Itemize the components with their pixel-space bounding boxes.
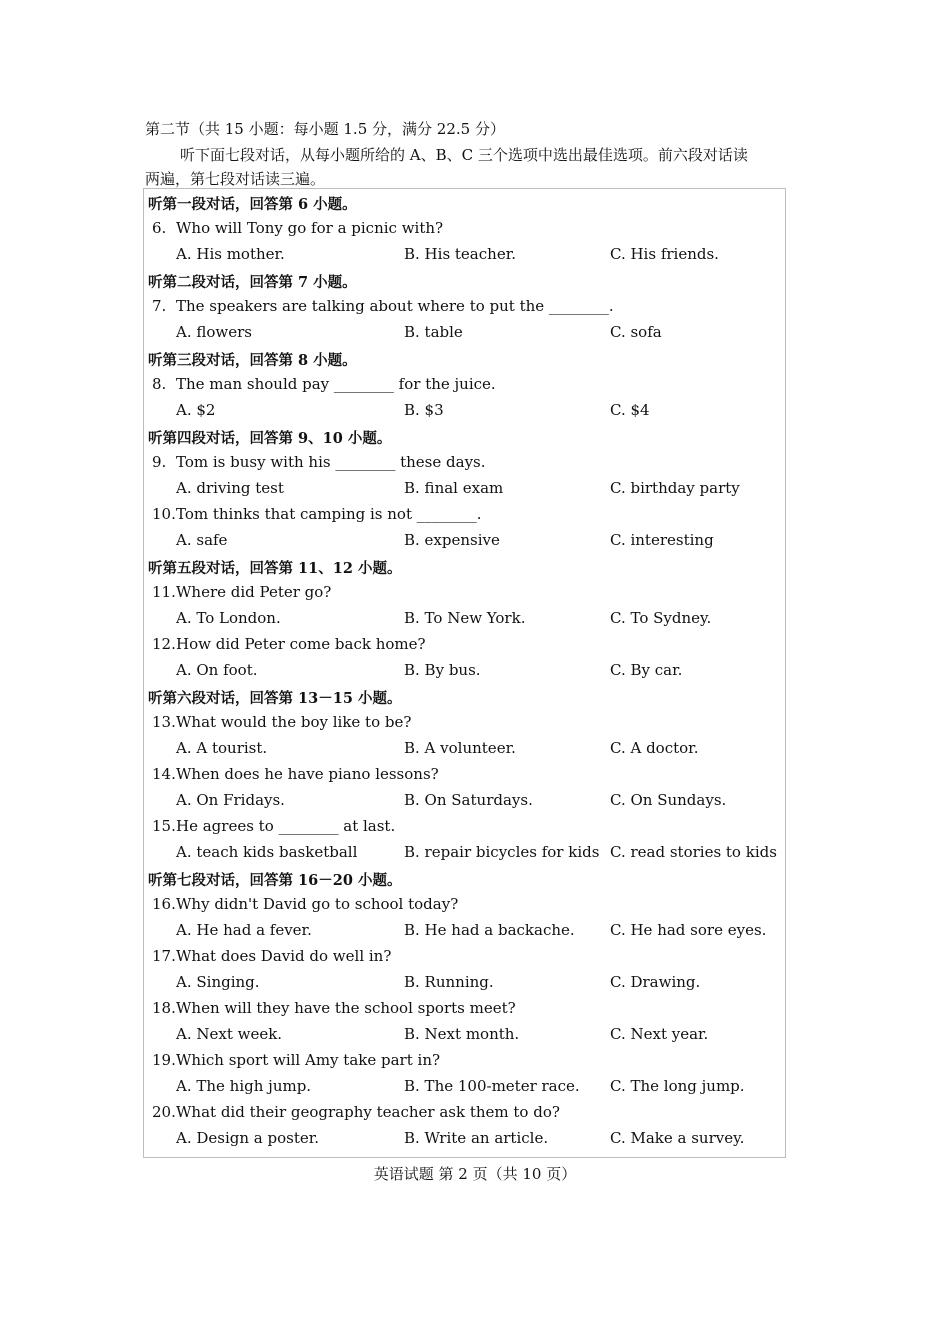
question-number: 15. — [152, 817, 176, 835]
option-c: C. His friends. — [610, 245, 719, 263]
question-text: The man should pay ________ for the juice. — [176, 375, 496, 393]
question-text: When does he have piano lessons? — [176, 765, 439, 783]
option-b: B. He had a backache. — [404, 921, 575, 939]
option-c: C. To Sydney. — [610, 609, 712, 627]
option-a: A. Next week. — [176, 1025, 283, 1043]
question-text: What did their geography teacher ask them to do? — [176, 1103, 560, 1121]
question-text: The speakers are talking about where to put the ________. — [176, 297, 614, 315]
option-a: A. teach kids basketball — [176, 843, 358, 861]
dialogue-heading: 听第二段对话，回答第 7 小题。 — [148, 274, 357, 291]
question-text: What does David do well in? — [176, 947, 392, 965]
option-b: B. Write an article. — [404, 1129, 549, 1147]
instructions-line-cont: 两遍，第七段对话读三遍。 — [145, 170, 326, 188]
option-b: B. expensive — [404, 531, 500, 549]
option-b: B. The 100-meter race. — [404, 1077, 580, 1095]
question-text: What would the boy like to be? — [176, 713, 412, 731]
question-number: 17. — [152, 947, 176, 965]
option-b: B. final exam — [404, 479, 504, 497]
option-c: C. sofa — [610, 323, 662, 341]
question-text: How did Peter come back home? — [176, 635, 426, 653]
question-number: 18. — [152, 999, 176, 1017]
question-number: 20. — [152, 1103, 176, 1121]
option-c: C. Next year. — [610, 1025, 709, 1043]
option-c: C. By car. — [610, 661, 683, 679]
question-number: 6. — [152, 219, 167, 237]
option-c: C. birthday party — [610, 479, 740, 497]
section-title: 第二节（共 15 小题：每小题 1.5 分，满分 22.5 分） — [145, 120, 505, 138]
option-a: A. flowers — [176, 323, 252, 341]
question-scan-area — [143, 188, 786, 1158]
option-a: A. He had a fever. — [176, 921, 312, 939]
option-c: C. interesting — [610, 531, 714, 549]
dialogue-heading: 听第七段对话，回答第 16－20 小题。 — [148, 872, 402, 889]
question-number: 8. — [152, 375, 167, 393]
question-number: 10. — [152, 505, 176, 523]
dialogue-heading: 听第五段对话，回答第 11、12 小题。 — [148, 560, 402, 577]
option-a: A. Singing. — [176, 973, 260, 991]
option-a: A. $2 — [176, 401, 216, 419]
option-c: C. read stories to kids — [610, 843, 777, 861]
question-text: He agrees to ________ at last. — [176, 817, 396, 835]
question-number: 19. — [152, 1051, 176, 1069]
option-b: B. table — [404, 323, 463, 341]
option-b: B. His teacher. — [404, 245, 516, 263]
question-text: Why didn't David go to school today? — [176, 895, 459, 913]
question-text: Tom thinks that camping is not ________. — [176, 505, 482, 523]
option-b: B. repair bicycles for kids — [404, 843, 600, 861]
option-c: C. He had sore eyes. — [610, 921, 767, 939]
option-c: C. $4 — [610, 401, 650, 419]
option-b: B. On Saturdays. — [404, 791, 533, 809]
option-a: A. To London. — [176, 609, 281, 627]
question-text: Which sport will Amy take part in? — [176, 1051, 441, 1069]
option-a: A. On foot. — [176, 661, 258, 679]
question-number: 7. — [152, 297, 167, 315]
dialogue-heading: 听第四段对话，回答第 9、10 小题。 — [148, 430, 392, 447]
question-number: 13. — [152, 713, 176, 731]
option-a: A. Design a poster. — [176, 1129, 320, 1147]
option-a: A. The high jump. — [176, 1077, 312, 1095]
option-b: B. Next month. — [404, 1025, 520, 1043]
question-number: 9. — [152, 453, 167, 471]
option-b: B. To New York. — [404, 609, 526, 627]
option-a: A. safe — [176, 531, 228, 549]
question-number: 16. — [152, 895, 176, 913]
instructions-line: 听下面七段对话，从每小题所给的 A、B、C 三个选项中选出最佳选项。前六段对话读 — [180, 146, 748, 164]
option-c: C. Drawing. — [610, 973, 701, 991]
question-number: 11. — [152, 583, 176, 601]
option-a: A. A tourist. — [176, 739, 268, 757]
option-b: B. By bus. — [404, 661, 481, 679]
question-text: Where did Peter go? — [176, 583, 332, 601]
question-text: Who will Tony go for a picnic with? — [176, 219, 444, 237]
option-c: C. On Sundays. — [610, 791, 727, 809]
option-b: B. $3 — [404, 401, 444, 419]
question-text: Tom is busy with his ________ these days. — [176, 453, 486, 471]
option-c: C. Make a survey. — [610, 1129, 745, 1147]
option-b: B. A volunteer. — [404, 739, 516, 757]
question-number: 14. — [152, 765, 176, 783]
page-footer: 英语试题 第 2 页（共 10 页） — [373, 1165, 577, 1183]
option-c: C. A doctor. — [610, 739, 699, 757]
option-a: A. On Fridays. — [176, 791, 285, 809]
option-a: A. His mother. — [176, 245, 285, 263]
dialogue-heading: 听第一段对话，回答第 6 小题。 — [148, 196, 357, 213]
question-number: 12. — [152, 635, 176, 653]
option-c: C. The long jump. — [610, 1077, 745, 1095]
question-text: When will they have the school sports meet? — [176, 999, 516, 1017]
dialogue-heading: 听第三段对话，回答第 8 小题。 — [148, 352, 357, 369]
dialogue-heading: 听第六段对话，回答第 13－15 小题。 — [148, 690, 402, 707]
option-b: B. Running. — [404, 973, 494, 991]
option-a: A. driving test — [176, 479, 284, 497]
